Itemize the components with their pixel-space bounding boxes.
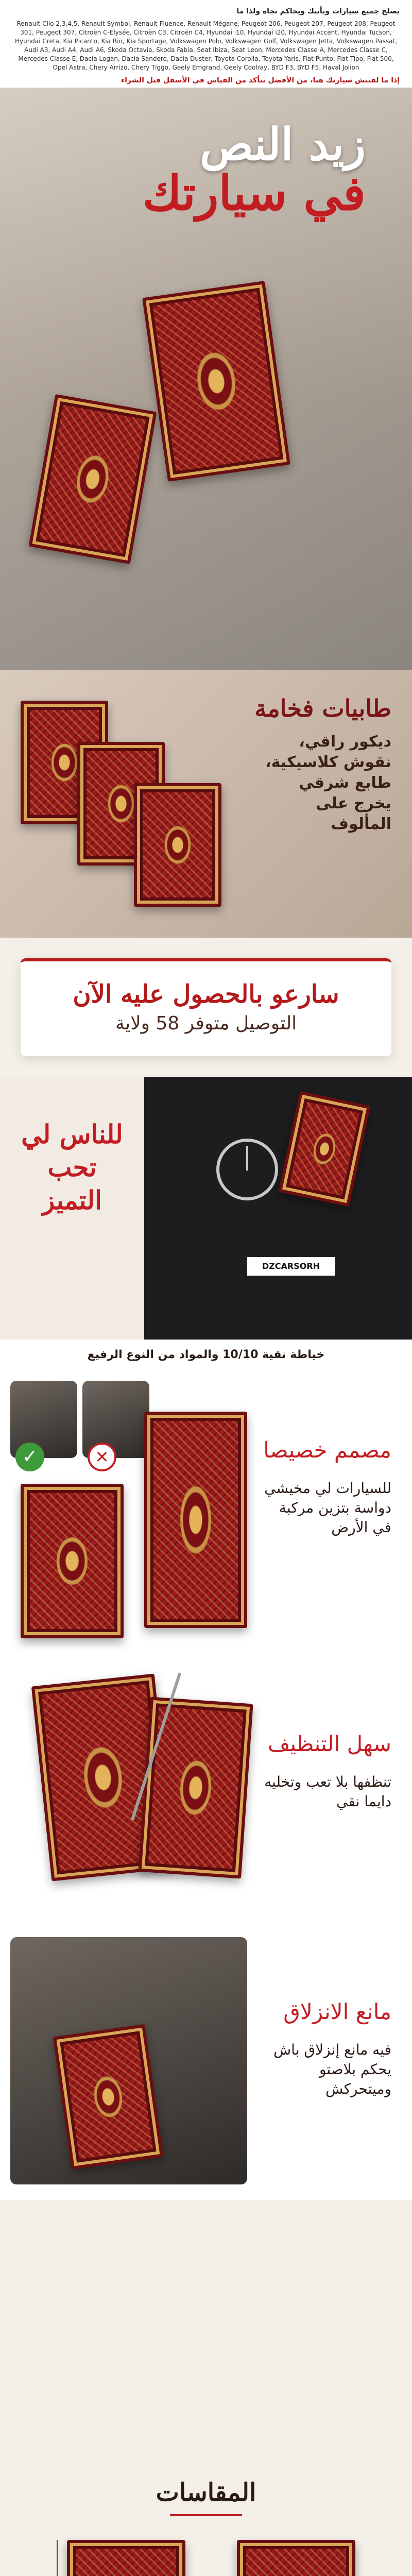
feature-text: فيه مانع إنزلاق باش يحكم بلاصتو وميتحركش [273, 2041, 391, 2097]
mercedes-logo-icon [216, 1139, 278, 1200]
feature-anti-slip [0, 1927, 412, 2200]
compatibility-box [0, 0, 412, 88]
car-model-list: Renault Clio 2,3,4,5, Renault Symbol, Renault Fluence, Renault Mégane, Peugeot 206, Peugeot 207, Peugeot 208, Peugeot 301, Peugeot 307, Citroën C-Elysée, Citroën C3, Citroën C4, Hyundai i10, Hyundai i20, Hyundai Accent, Hyundai Tucson, Hyundai Creta, Kia Picanto, Kia Rio, Kia Sportage, Volkswagen Polo, Volkswagen Golf, Volkswagen Jetta, Volkswagen Passat, Audi A3, Audi A4, Audi A6, Skoda Octavia, Skoda Fabia, Seat Ibiza, Seat Leon, Mercedes Classe A, Mercedes Classe C, Mercedes Classe E, Dacia Logan, Dacia Sandero, Dacia Duster, Toyota Corolla, Toyota Yaris, Fiat Punto, Fiat Tipo, Fiat 500, Opel Astra, Chery Arrizo, Chery Tiggo, Geely Emgrand, Geely Coolray, BYD F3, BYD F5, Haval Jolion [14, 20, 398, 71]
check-icon: ✓ [15, 1443, 44, 1471]
banner-delivery: التوصيل متوفر 58 ولاية [115, 1013, 297, 1034]
carpet-image [144, 1412, 247, 1628]
carpet-image [279, 1091, 371, 1207]
premium-tagline: للناس لي تحب التميز [21, 1119, 123, 1215]
feature-custom [0, 1370, 412, 1659]
feature-title: مانع الانزلاق [283, 1999, 391, 2024]
carpet-set-image [134, 783, 221, 907]
carpet-image [53, 2024, 163, 2170]
carpet-image [142, 281, 290, 482]
premium-section [0, 1077, 412, 1370]
hero-title-line1: زيد النص [200, 118, 366, 171]
hero-title [143, 118, 366, 221]
luxury-heading: طابيات فخامة [254, 694, 391, 722]
feature-easy-clean [0, 1659, 412, 1927]
hero-title-line2: في سيارتك [142, 165, 366, 221]
hero-section [0, 0, 412, 670]
feature-text: للسيارات لي مخيشي دواسة بتزين مركبة في الأرض [264, 1480, 391, 1536]
compat-notice: إذا ما لقيتش سيارتك هنا، من الأفضل تتأكد من القياس في الأسفل قبل الشراء [121, 76, 400, 84]
order-banner [21, 958, 391, 1056]
banner-headline: سارعو بالحصول عليه الآن [73, 980, 339, 1009]
compat-intro: يصلح جميع سيارات ويأتيك ويحاكم تجاه ولذا ما [236, 7, 400, 15]
carpet-image [138, 1697, 253, 1878]
heading-underline [170, 2514, 242, 2516]
front-mat [237, 2540, 355, 2576]
quality-caption: خياطة نقية 10/10 والمواد من النوع الرفيع [0, 1340, 412, 1370]
luxury-section [0, 670, 412, 938]
front-mat [67, 2540, 185, 2576]
cross-icon: ✕ [88, 1443, 116, 1471]
feature-title: مصمم خصيصا [263, 1437, 391, 1463]
carpet-image [21, 1484, 124, 1638]
license-plate: DZCARSORH [247, 1257, 335, 1276]
feature-title: سهل التنظيف [267, 1731, 391, 1756]
feature-text: تنظفها بلا تعب وتخليه دايما نقي [264, 1773, 391, 1810]
sizes-section [0, 2458, 412, 2576]
sizes-heading: المقاسات [156, 2478, 256, 2507]
dimension-line [57, 2540, 58, 2576]
luxury-text: ديكور راقي، نقوش كلاسيكية، طابع شرقي يخرج على المألوف [265, 733, 391, 833]
